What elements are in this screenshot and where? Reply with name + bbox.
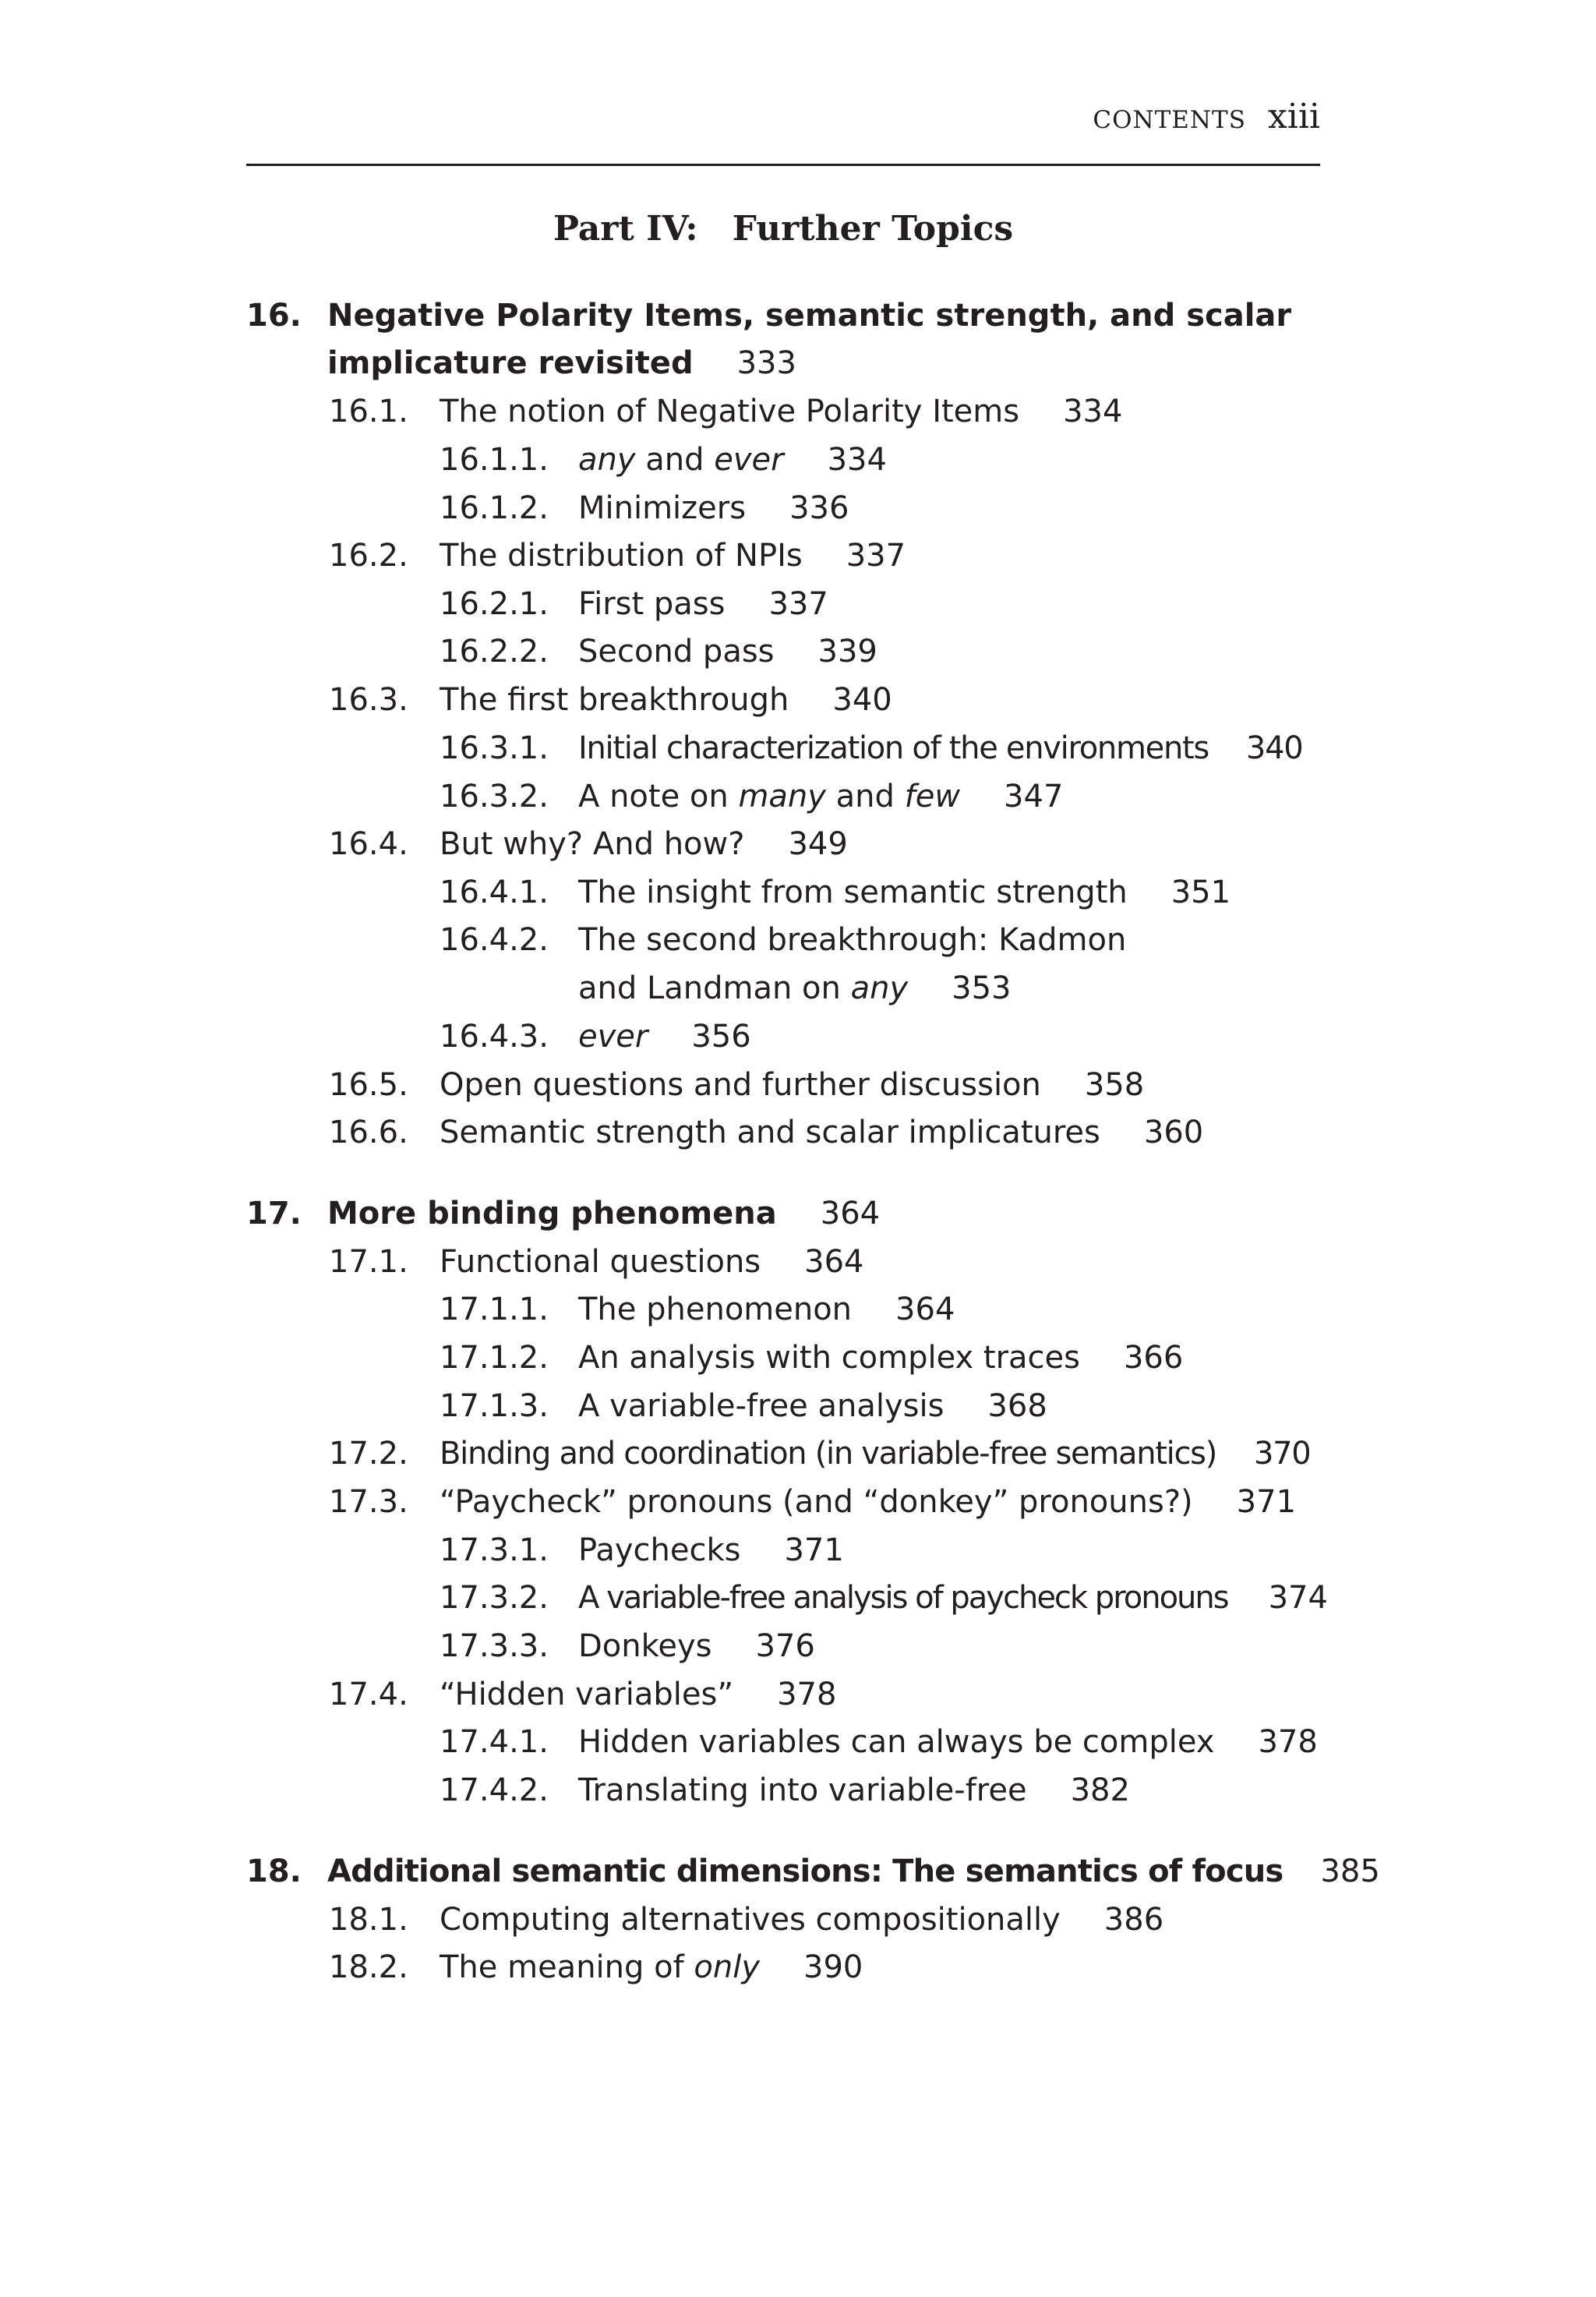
subsection-title-text: The insight from semantic strength bbox=[578, 875, 1128, 910]
page-ref: 370 bbox=[1254, 1436, 1311, 1472]
subsection-title-text: Second pass bbox=[578, 634, 775, 670]
section-title-text: “Hidden variables” bbox=[440, 1677, 734, 1712]
subsection-title-italic: any bbox=[850, 970, 909, 1006]
subsection-title-text: and bbox=[635, 442, 715, 478]
toc-subsection-continued bbox=[578, 970, 1012, 1006]
part-heading bbox=[246, 209, 1320, 249]
subsection-title-text: Minimizers bbox=[578, 490, 747, 526]
page-ref: 378 bbox=[1258, 1724, 1318, 1760]
subsection-title-text: A variable-free analysis of paycheck pronouns bbox=[578, 1580, 1228, 1616]
subsection-title-italic: many bbox=[738, 779, 826, 815]
subsection-number: 16.1.2. bbox=[440, 490, 549, 526]
subsection-title bbox=[578, 922, 1126, 958]
chapter-title-text: Additional semantic dimensions: The semantics of focus bbox=[327, 1854, 1284, 1889]
subsection-title bbox=[578, 442, 887, 478]
section-number: 17.2. bbox=[329, 1436, 408, 1472]
section-title-text: The meaning of bbox=[440, 1949, 694, 1985]
subsection-number: 16.1.1. bbox=[440, 442, 549, 478]
section-title-text: The notion of Negative Polarity Items bbox=[440, 394, 1020, 429]
subsection-title bbox=[578, 1292, 955, 1327]
subsection-number: 16.3.2. bbox=[440, 779, 549, 815]
page-ref: 376 bbox=[755, 1628, 815, 1664]
part-label: Part IV: bbox=[553, 209, 698, 249]
page-ref: 334 bbox=[827, 442, 887, 478]
subsection-number: 16.4.3. bbox=[440, 1019, 549, 1055]
subsection-number: 17.1.2. bbox=[440, 1340, 549, 1376]
subsection-title-text: First pass bbox=[578, 586, 726, 622]
section-title bbox=[440, 1949, 863, 1985]
chapter-title bbox=[327, 1854, 1380, 1889]
section-title-text: Binding and coordination (in variable-free semantics) bbox=[440, 1436, 1216, 1472]
chapter-title bbox=[327, 1196, 880, 1232]
section-number: 18.1. bbox=[329, 1902, 408, 1938]
section-title-italic: only bbox=[694, 1949, 760, 1985]
page-ref: 364 bbox=[804, 1244, 864, 1280]
page-ref: 334 bbox=[1063, 394, 1123, 429]
section-number: 17.1. bbox=[329, 1244, 408, 1280]
subsection-title bbox=[578, 779, 1063, 815]
section-title-text: The first breakthrough bbox=[440, 682, 789, 718]
part-title: Further Topics bbox=[732, 209, 1014, 249]
section-title bbox=[440, 826, 848, 862]
subsection-number: 17.4.2. bbox=[440, 1772, 549, 1808]
section-number: 16.5. bbox=[329, 1067, 408, 1103]
subsection-title-italic: ever bbox=[578, 1019, 648, 1055]
subsection-title-text: Hidden variables can always be complex bbox=[578, 1724, 1215, 1760]
subsection-title bbox=[578, 1628, 815, 1664]
toc-chapter-16-continued bbox=[327, 345, 796, 381]
subsection-title bbox=[578, 1019, 751, 1055]
subsection-title-text: A note on bbox=[578, 779, 739, 815]
page-ref: 364 bbox=[820, 1196, 881, 1232]
subsection-title bbox=[578, 634, 877, 670]
page-ref: 339 bbox=[817, 634, 877, 670]
subsection-number: 17.4.1. bbox=[440, 1724, 549, 1760]
chapter-number: 16. bbox=[246, 298, 302, 334]
page-ref: 382 bbox=[1070, 1772, 1130, 1808]
subsection-title bbox=[578, 1724, 1318, 1760]
page-ref: 390 bbox=[803, 1949, 863, 1985]
chapter-title-continued: implicature revisited bbox=[327, 345, 694, 381]
running-header bbox=[246, 92, 1320, 166]
page-ref: 353 bbox=[952, 970, 1012, 1006]
section-title bbox=[440, 538, 906, 574]
page-ref: 360 bbox=[1143, 1115, 1204, 1150]
subsection-title-text: and Landman on bbox=[578, 970, 851, 1006]
section-number: 16.2. bbox=[329, 538, 408, 574]
page-ref: 337 bbox=[768, 586, 828, 622]
section-title bbox=[440, 1115, 1203, 1150]
section-title bbox=[440, 1902, 1163, 1938]
page-ref: 386 bbox=[1103, 1902, 1164, 1938]
section-title-text: Functional questions bbox=[440, 1244, 761, 1280]
chapter-title: Negative Polarity Items, semantic strength, and scalar bbox=[327, 298, 1292, 334]
page-number: xiii bbox=[1267, 97, 1320, 136]
subsection-title-italic: ever bbox=[714, 442, 784, 478]
subsection-number: 16.4.1. bbox=[440, 875, 549, 910]
page-ref: 366 bbox=[1123, 1340, 1184, 1376]
section-title-text: The distribution of NPIs bbox=[440, 538, 803, 574]
subsection-number: 16.3.1. bbox=[440, 730, 549, 766]
section-number: 16.1. bbox=[329, 394, 408, 429]
page-ref: 371 bbox=[784, 1532, 844, 1568]
subsection-title bbox=[578, 875, 1231, 910]
subsection-title-italic: few bbox=[904, 779, 961, 815]
subsection-number: 17.1.1. bbox=[440, 1292, 549, 1327]
subsection-title bbox=[578, 586, 828, 622]
subsection-number: 16.4.2. bbox=[440, 922, 549, 958]
page-ref: 340 bbox=[1245, 730, 1303, 766]
subsection-number: 17.3.1. bbox=[440, 1532, 549, 1568]
section-title bbox=[440, 394, 1122, 429]
subsection-title bbox=[578, 1772, 1130, 1808]
running-head-label: CONTENTS bbox=[1093, 106, 1246, 134]
section-title bbox=[440, 1677, 836, 1712]
section-number: 16.6. bbox=[329, 1115, 408, 1150]
subsection-title-text: Translating into variable-free bbox=[578, 1772, 1027, 1808]
section-title bbox=[440, 1244, 864, 1280]
page-ref: 374 bbox=[1268, 1580, 1328, 1616]
subsection-title-text: and bbox=[825, 779, 905, 815]
section-title-text: Computing alternatives compositionally bbox=[440, 1902, 1061, 1938]
page-ref: 349 bbox=[788, 826, 848, 862]
subsection-number: 17.3.3. bbox=[440, 1628, 549, 1664]
subsection-title bbox=[578, 730, 1302, 766]
section-number: 16.3. bbox=[329, 682, 408, 718]
page-ref: 364 bbox=[895, 1292, 955, 1327]
page-ref: 336 bbox=[789, 490, 849, 526]
page-ref: 356 bbox=[691, 1019, 751, 1055]
subsection-title-text: A variable-free analysis bbox=[578, 1388, 945, 1424]
subsection-title bbox=[578, 490, 849, 526]
section-title bbox=[440, 1484, 1296, 1520]
section-title-text: “Paycheck” pronouns (and “donkey” pronouns?) bbox=[440, 1484, 1193, 1520]
subsection-title-text: Paychecks bbox=[578, 1532, 741, 1568]
page-ref: 340 bbox=[832, 682, 892, 718]
section-title bbox=[440, 682, 892, 718]
chapter-title-text: More binding phenomena bbox=[327, 1196, 777, 1232]
section-number: 17.3. bbox=[329, 1484, 408, 1520]
page-ref: 347 bbox=[1004, 779, 1064, 815]
subsection-number: 17.3.2. bbox=[440, 1580, 549, 1616]
section-number: 17.4. bbox=[329, 1677, 408, 1712]
page-ref: 333 bbox=[736, 345, 796, 381]
subsection-title-text: Donkeys bbox=[578, 1628, 712, 1664]
page-ref: 371 bbox=[1236, 1484, 1297, 1520]
section-title-text: But why? And how? bbox=[440, 826, 745, 862]
chapter-number: 18. bbox=[246, 1854, 302, 1889]
subsection-number: 17.1.3. bbox=[440, 1388, 549, 1424]
subsection-title-text: The second breakthrough: Kadmon bbox=[578, 922, 1127, 958]
subsection-title-text: Initial characterization of the environments bbox=[578, 730, 1209, 766]
section-title-text: Open questions and further discussion bbox=[440, 1067, 1041, 1103]
section-title-text: Semantic strength and scalar implicatures bbox=[440, 1115, 1100, 1150]
subsection-title bbox=[578, 1340, 1183, 1376]
subsection-number: 16.2.2. bbox=[440, 634, 549, 670]
section-title bbox=[440, 1436, 1310, 1472]
subsection-title bbox=[578, 1388, 1047, 1424]
subsection-title bbox=[578, 1580, 1328, 1616]
page-ref: 368 bbox=[987, 1388, 1047, 1424]
subsection-number: 16.2.1. bbox=[440, 586, 549, 622]
page-ref: 351 bbox=[1171, 875, 1231, 910]
running-head bbox=[1093, 97, 1320, 136]
page-ref: 337 bbox=[846, 538, 906, 574]
page-ref: 378 bbox=[777, 1677, 837, 1712]
subsection-title-text: The phenomenon bbox=[578, 1292, 853, 1327]
section-number: 18.2. bbox=[329, 1949, 408, 1985]
chapter-number: 17. bbox=[246, 1196, 302, 1232]
section-title bbox=[440, 1067, 1144, 1103]
subsection-title-italic: any bbox=[578, 442, 636, 478]
subsection-title bbox=[578, 1532, 844, 1568]
page-ref: 385 bbox=[1320, 1854, 1380, 1889]
section-number: 16.4. bbox=[329, 826, 408, 862]
subsection-title-text: An analysis with complex traces bbox=[578, 1340, 1080, 1376]
page-ref: 358 bbox=[1084, 1067, 1145, 1103]
